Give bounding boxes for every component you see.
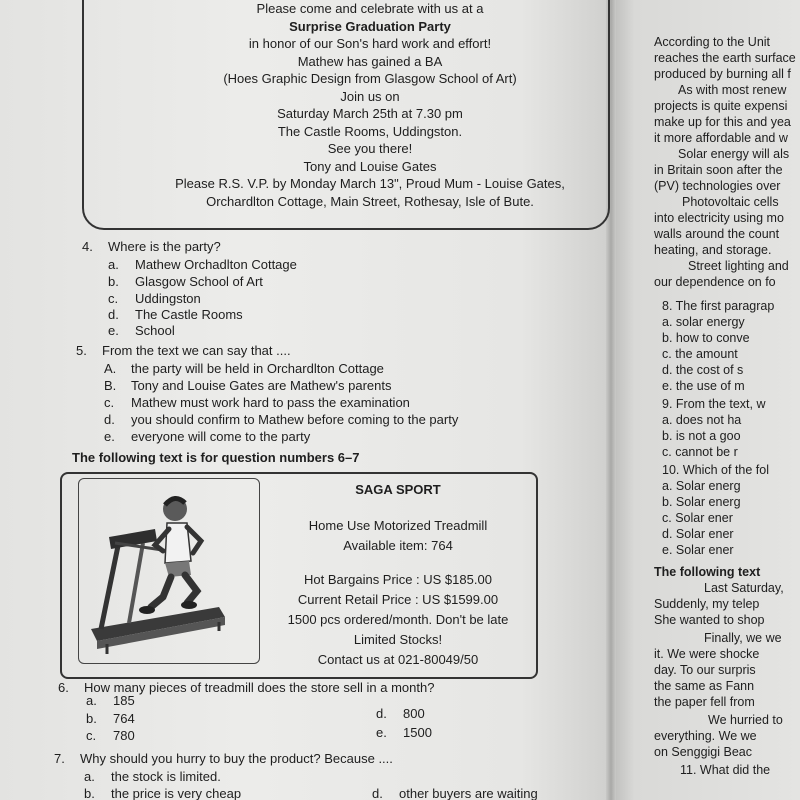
q5-option-a: A. the party will be held in Orchardlton Cottage <box>104 361 384 376</box>
right-page-line: Street lighting and <box>688 259 789 273</box>
question-text: Why should you hurry to buy the product? Because .... <box>80 751 393 766</box>
right-page-line: 8. The first paragrap <box>662 299 775 313</box>
right-page-line: on Senggigi Beac <box>654 745 752 759</box>
right-page-line: a. solar energy <box>662 315 745 329</box>
question-number: 7. <box>54 751 65 766</box>
stock-notice: Limited Stocks! <box>353 632 443 647</box>
q7-option-d: d. other buyers are waiting <box>372 786 538 800</box>
right-page-line: Last Saturday, <box>704 581 784 595</box>
question-5 <box>76 342 291 359</box>
right-page-line: heating, and storage. <box>654 243 772 257</box>
right-page-line: c. Solar ener <box>662 511 733 525</box>
question-text: Where is the party? <box>108 239 221 254</box>
right-page-line: b. how to conve <box>662 331 750 345</box>
right-page-line: it more affordable and w <box>654 131 788 145</box>
right-page-line: d. Solar ener <box>662 527 734 541</box>
right-page-line: a. does not ha <box>662 413 742 427</box>
right-page-line: the same as Fann <box>654 679 755 693</box>
right-page-line: c. the amount <box>662 347 738 361</box>
invite-line: The Castle Rooms, Uddingston. <box>277 123 463 139</box>
q7-option-b: b. the price is very cheap <box>84 786 242 800</box>
right-page-line: Finally, we we <box>704 631 782 645</box>
right-page-line: Photovoltaic cells <box>682 195 779 209</box>
q5-option-d: d. you should confirm to Mathew before coming to the party <box>104 412 459 427</box>
question-number: 6. <box>58 680 69 695</box>
right-page-line: As with most renew <box>678 83 787 97</box>
question-text: How many pieces of treadmill does the store sell in a month? <box>84 680 435 695</box>
retail-price: Current Retail Price : US $1599.00 <box>297 592 499 607</box>
q6-option-a: a. 185 <box>86 693 135 708</box>
right-page-line: in Britain soon after the <box>654 163 783 177</box>
right-page-line: day. To our surpris <box>654 663 756 677</box>
invite-line: Please R.S. V.P. by Monday March 13", Proud Mum - Louise Gates, <box>175 176 565 191</box>
invite-line: Mathew has gained a BA <box>297 53 443 69</box>
invite-line: Saturday March 25th at 7.30 pm <box>277 106 463 121</box>
right-page-line: walls around the count <box>654 227 780 241</box>
right-page-line: 10. Which of the fol <box>662 463 770 477</box>
q5-option-c: c. Mathew must work hard to pass the examination <box>104 395 410 410</box>
q4-option-a: a. Mathew Orchadlton Cottage <box>108 257 297 272</box>
treadmill-runner-icon <box>79 479 259 663</box>
advertisement-text <box>268 480 528 670</box>
right-page-line: According to the Unit <box>654 35 771 49</box>
right-page-line: She wanted to shop <box>654 613 765 627</box>
right-page-line: the paper fell from <box>654 695 755 709</box>
right-page-line: b. Solar energ <box>662 495 741 509</box>
right-page-line: into electricity using mo <box>654 211 784 225</box>
invite-line: Join us on <box>340 88 400 104</box>
right-page-line: it. We were shocke <box>654 647 760 661</box>
invitation-text <box>120 0 620 210</box>
right-page-line: The following text <box>654 565 761 579</box>
q5-option-e: e. everyone will come to the party <box>104 429 311 444</box>
treadmill-image-frame <box>78 478 260 664</box>
right-page-line: projects is quite expensi <box>654 99 788 113</box>
q6-option-d: d. 800 <box>376 706 425 721</box>
right-page-line: reaches the earth surface <box>654 51 796 65</box>
right-page-line: make up for this and yea <box>654 115 791 129</box>
right-page-line: e. Solar ener <box>662 543 734 557</box>
question-number: 5. <box>76 343 87 358</box>
product-name: Home Use Motorized Treadmill <box>308 518 488 533</box>
q5-option-b: B. Tony and Louise Gates are Mathew's parents <box>104 378 392 393</box>
q7-option-a: a. the stock is limited. <box>84 769 221 784</box>
right-page-line: 9. From the text, w <box>662 397 766 411</box>
right-page-line: a. Solar energ <box>662 479 741 493</box>
question-number: 4. <box>82 239 93 254</box>
q4-option-e: e. School <box>108 323 175 338</box>
q6-option-c: c. 780 <box>86 728 135 743</box>
invite-line: (Hoes Graphic Design from Glasgow School of Art) <box>223 71 517 86</box>
q6-option-b: b. 764 <box>86 711 135 726</box>
section-heading: The following text is for question numbers 6–7 <box>72 450 360 465</box>
right-page-line: d. the cost of s <box>662 363 744 377</box>
right-page-line: (PV) technologies over <box>654 179 781 193</box>
invite-line: See you there! <box>327 141 413 156</box>
question-7 <box>54 750 393 767</box>
contact-info: Contact us at 021-80049/50 <box>317 652 479 667</box>
brand-name: SAGA SPORT <box>355 482 441 497</box>
q4-option-c: c. Uddingston <box>108 291 201 306</box>
invite-line: in honor of our Son's hard work and effort! <box>248 36 492 51</box>
right-page-line: b. is not a goo <box>662 429 741 443</box>
question-4 <box>82 238 221 255</box>
available-items: Available item: 764 <box>343 538 453 553</box>
right-page-line: everything. We we <box>654 729 757 743</box>
q6-option-e: e. 1500 <box>376 725 432 740</box>
q4-option-d: d. The Castle Rooms <box>108 307 243 322</box>
q4-option-b: b. Glasgow School of Art <box>108 274 263 289</box>
right-page-line: our dependence on fo <box>654 275 776 289</box>
right-page-line: e. the use of m <box>662 379 745 393</box>
right-page-line: c. cannot be r <box>662 445 738 459</box>
orders-per-month: 1500 pcs ordered/month. Don't be late <box>287 612 509 627</box>
invite-line: Please come and celebrate with us at a <box>256 1 484 16</box>
invite-line: Surprise Graduation Party <box>289 18 451 34</box>
right-page-line: Suddenly, my telep <box>654 597 760 611</box>
hot-bargain-price: Hot Bargains Price : US $185.00 <box>304 572 492 587</box>
right-page-line: Solar energy will als <box>678 147 790 161</box>
question-text: From the text we can say that .... <box>102 343 291 358</box>
right-page-line: We hurried to <box>708 713 783 727</box>
invite-line: Orchardlton Cottage, Main Street, Rothesay, Isle of Bute. <box>206 193 534 209</box>
right-page-line: produced by burning all f <box>654 67 791 81</box>
invite-line: Tony and Louise Gates <box>303 158 437 174</box>
right-page-line: 11. What did the <box>680 763 771 777</box>
